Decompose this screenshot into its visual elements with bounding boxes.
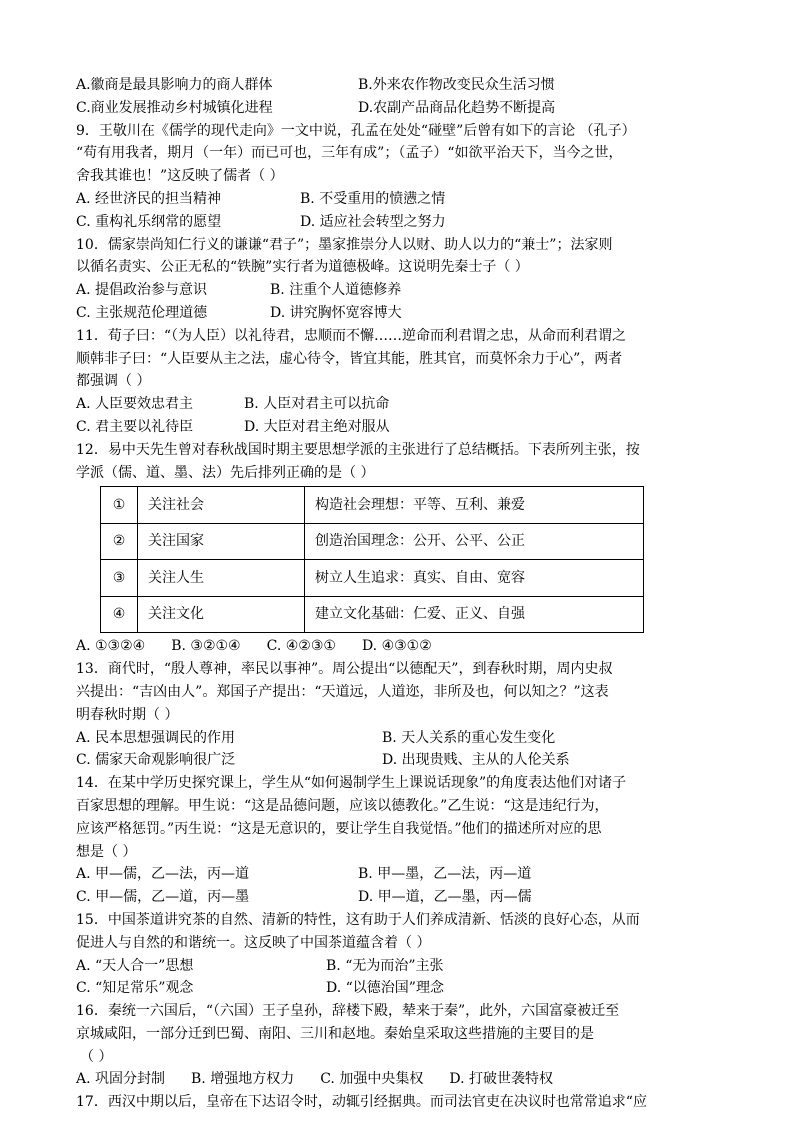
q14-option-b[interactable]: B. 甲—墨，乙—法，丙—道 xyxy=(358,866,532,883)
q16-stem-line-2: 京城咸阳，一部分迁到巴蜀、南阳、三川和赵地。秦始皇采取这些措施的主要目的是 xyxy=(76,1025,594,1042)
q13-option-d[interactable]: D. 出现贵贱、主从的人伦关系 xyxy=(382,752,570,769)
q9-option-a[interactable]: A. 经世济民的担当精神 xyxy=(76,190,222,207)
q15-option-a[interactable]: A. “天人合一”思想 xyxy=(76,957,194,974)
q14-option-a[interactable]: A. 甲—儒，乙—法，丙—道 xyxy=(76,866,250,883)
table-cell-claim: 建立文化基础：仁爱、正义、自强 xyxy=(305,596,644,633)
q12-option-c[interactable]: C. ④②③① xyxy=(266,638,336,655)
q11-stem-line-2: 顺韩非子曰：“人臣要从主之法，虚心待令，皆宜其能，胜其官，而莫怀余力于心”，两者 xyxy=(76,350,623,367)
q15-options-row-1 xyxy=(76,955,726,978)
q9-option-d[interactable]: D. 适应社会转型之努力 xyxy=(300,213,446,230)
q10-option-c[interactable]: C. 主张规范伦理道德 xyxy=(76,304,208,321)
q13-options-row-1 xyxy=(76,727,726,750)
q15-stem-line-2: 促进人与自然的和谐统一。这反映了中国茶道蕴含着（ ） xyxy=(76,934,431,951)
q14-options-row-1 xyxy=(76,863,726,886)
table-row xyxy=(101,560,644,597)
q10-option-a[interactable]: A. 提倡政治参与意识 xyxy=(76,282,208,299)
q15-option-b[interactable]: B. “无为而治”主张 xyxy=(326,957,444,974)
q8-options-row-1 xyxy=(76,74,726,97)
q8-option-d[interactable]: D.农副产品商品化趋势不断提高 xyxy=(358,99,556,116)
q12-option-b[interactable]: B. ③②①④ xyxy=(171,638,241,655)
table-cell-number: ② xyxy=(101,523,138,560)
q16-option-c[interactable]: C. 加强中央集权 xyxy=(320,1071,424,1088)
q11-stem-line-1: 11．荀子曰：“（为人臣）以礼待君，忠顺而不懈……逆命而利君谓之忠，从命而利君谓之 xyxy=(76,327,626,344)
q9-stem-line-2: “苟有用我者，期月（一年）而已可也，三年有成”；（孟子）“如欲平治天下，当今之世， xyxy=(76,145,623,162)
q14-stem-line-2: 百家思想的理解。甲生说：“这是品德问题，应该以德教化。”乙生说：“这是违纪行为， xyxy=(76,797,609,814)
q12-stem-line-2: 学派（儒、道、墨、法）先后排列正确的是（ ） xyxy=(76,464,375,481)
q14-stem-line-1: 14．在某中学历史探究课上，学生从“如何遏制学生上课说话现象”的角度表达他们对诸子 xyxy=(76,775,627,792)
q13-option-c[interactable]: C. 儒家天命观影响很广泛 xyxy=(76,752,236,769)
table-cell-number: ③ xyxy=(101,560,138,597)
q15-stem-line-1: 15．中国茶道讲究茶的自然、清新的特性，这有助于人们养成清新、恬淡的良好心态，从而 xyxy=(76,911,640,928)
q16-option-b[interactable]: B. 增强地方权力 xyxy=(191,1071,295,1088)
q16-stem-line-1: 16．秦统一六国后，“（六国）王子皇孙，辞楼下殿，辇来于秦”，此外，六国富豪被迁至 xyxy=(76,1003,620,1020)
table-cell-claim: 构造社会理想：平等、互利、兼爱 xyxy=(305,487,644,524)
q10-option-b[interactable]: B. 注重个人道德修养 xyxy=(270,282,402,299)
q12-table xyxy=(100,486,644,633)
q10-option-d[interactable]: D. 讲究胸怀宽容博大 xyxy=(270,304,402,321)
q14-stem-line-3: 应该严格惩罚。”丙生说：“这是无意识的，要让学生自我觉悟。”他们的描述所对应的思 xyxy=(76,820,602,837)
q16-stem-line-3: （ ） xyxy=(80,1048,113,1065)
q8-option-c[interactable]: C.商业发展推动乡村城镇化进程 xyxy=(76,99,273,116)
q11-options-row-2 xyxy=(76,416,726,439)
q15-options-row-2 xyxy=(76,977,726,1000)
q11-option-a[interactable]: A. 人臣要效忠君主 xyxy=(76,396,194,413)
q16-option-d[interactable]: D. 打破世袭特权 xyxy=(449,1071,553,1088)
q13-stem-line-2: 兴提出：“吉凶由人”。郑国子产提出：“天道远，人道迩，非所及也，何以知之？”这表 xyxy=(76,683,609,700)
q11-option-c[interactable]: C. 君主要以礼待臣 xyxy=(76,418,194,435)
q11-stem-line-3: 都强调（ ） xyxy=(76,373,151,390)
q14-stem-line-4: 想是（ ） xyxy=(76,843,137,860)
table-cell-focus: 关注社会 xyxy=(138,487,305,524)
q10-options-row-2 xyxy=(76,302,726,325)
q12-options-row xyxy=(76,635,726,658)
q15-option-d[interactable]: D. “以德治国”理念 xyxy=(326,980,444,997)
q16-options-row xyxy=(76,1068,726,1091)
q13-option-b[interactable]: B. 天人关系的重心发生变化 xyxy=(382,729,556,746)
q9-options-row-2 xyxy=(76,211,726,234)
table-row xyxy=(101,523,644,560)
q8-option-a[interactable]: A.徽商是最具影响力的商人群体 xyxy=(76,77,273,93)
q13-stem-line-3: 明春秋时期（ ） xyxy=(76,706,179,723)
table-cell-number: ④ xyxy=(101,596,138,633)
exam-page xyxy=(76,74,726,1114)
q9-stem-line-3: 舍我其谁也！”这反映了儒者（ ） xyxy=(76,168,284,185)
q14-option-d[interactable]: D. 甲—道，乙—墨，丙—儒 xyxy=(358,889,532,906)
q11-option-d[interactable]: D. 大臣对君主绝对服从 xyxy=(244,418,390,435)
table-row xyxy=(101,487,644,524)
table-cell-focus: 关注文化 xyxy=(138,596,305,633)
q11-options-row-1 xyxy=(76,393,726,416)
table-cell-focus: 关注国家 xyxy=(138,523,305,560)
table-cell-claim: 树立人生追求：真实、自由、宽容 xyxy=(305,560,644,597)
table-row xyxy=(101,596,644,633)
q13-option-a[interactable]: A. 民本思想强调民的作用 xyxy=(76,729,236,746)
table-cell-claim: 创造治国理念：公开、公平、公正 xyxy=(305,523,644,560)
q14-options-row-2 xyxy=(76,886,726,909)
q12-option-d[interactable]: D. ④③①② xyxy=(361,638,432,655)
q9-options-row-1 xyxy=(76,188,726,211)
q8-option-b[interactable]: B.外来农作物改变民众生活习惯 xyxy=(358,77,555,93)
q10-options-row-1 xyxy=(76,279,726,302)
q12-option-a[interactable]: A. ①③②④ xyxy=(76,638,146,655)
q10-stem-line-2: 以循名责实、公正无私的“铁腕”实行者为道德极峰。这说明先秦士子（ ） xyxy=(76,259,529,276)
q11-option-b[interactable]: B. 人臣对君主可以抗命 xyxy=(244,396,390,413)
q9-stem-line-1: 9．王敬川在《儒学的现代走向》一文中说，孔孟在处处“碰壁”后曾有如下的言论 （孔子） xyxy=(76,122,636,139)
q12-stem-line-1: 12．易中天先生曾对春秋战国时期主要思想学派的主张进行了总结概括。下表所列主张，按 xyxy=(76,441,640,458)
table-cell-number: ① xyxy=(101,487,138,524)
q15-option-c[interactable]: C. “知足常乐”观念 xyxy=(76,980,194,997)
table-cell-focus: 关注人生 xyxy=(138,560,305,597)
q13-options-row-2 xyxy=(76,749,726,772)
q14-option-c[interactable]: C. 甲—儒，乙—道，丙—墨 xyxy=(76,889,250,906)
q17-stem-line-1: 17．西汉中期以后，皇帝在下达诏令时，动辄引经据典。而司法官吏在决议时也常常追求“应 xyxy=(76,1094,647,1111)
q9-option-c[interactable]: C. 重构礼乐纲常的愿望 xyxy=(76,213,222,230)
q8-options-row-2 xyxy=(76,97,726,120)
q16-option-a[interactable]: A. 巩固分封制 xyxy=(76,1071,166,1088)
q9-option-b[interactable]: B. 不受重用的愤懑之情 xyxy=(300,190,446,207)
q10-stem-line-1: 10．儒家崇尚知仁行义的谦谦“君子”；墨家推崇分人以财、助人以力的“兼士”；法家则 xyxy=(76,236,613,253)
q13-stem-line-1: 13．商代时，“殷人尊神，率民以事神”。周公提出“以德配天”，到春秋时期，周内史叔 xyxy=(76,661,613,678)
